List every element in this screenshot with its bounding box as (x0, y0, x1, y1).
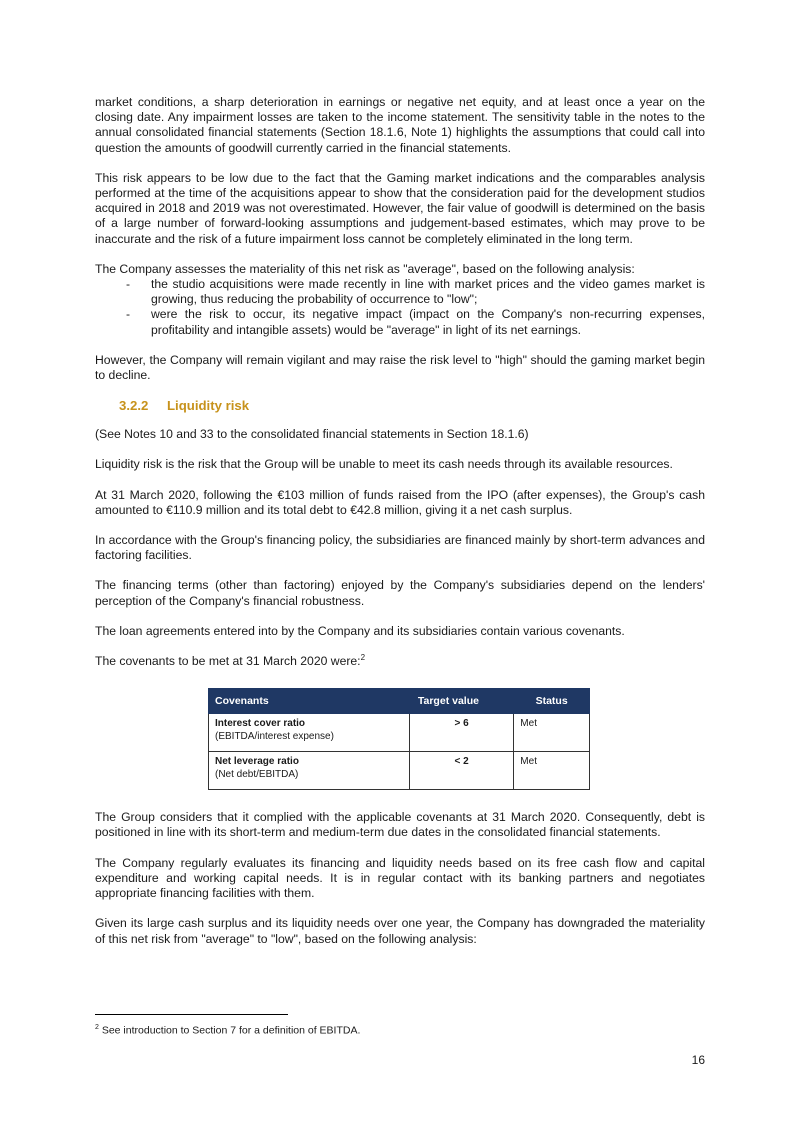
footnote-divider (95, 1014, 288, 1015)
covenant-name: Interest cover ratio (215, 718, 306, 730)
bullet-list (95, 277, 705, 338)
target-value-cell: < 2 (409, 752, 513, 790)
paragraph: Liquidity risk is the risk that the Group will be unable to meet its cash needs through its available resources. (95, 457, 673, 472)
covenants-table (208, 688, 590, 790)
column-header-status: Status (514, 689, 590, 714)
covenant-detail: (Net debt/EBITDA) (215, 769, 299, 781)
list-item-text: were the risk to occur, its negative impact (impact on the Company's non-recurring expenses, profitability and intangible assets) would be "average" in light of its net earnings. (151, 307, 705, 337)
paragraph: The financing terms (other than factoring) enjoyed by the Company's subsidiaries depend on the lenders' perception of the Company's financial robustness. (95, 578, 705, 608)
footnote-reference: 2 (360, 653, 366, 663)
column-header-covenants: Covenants (209, 689, 410, 714)
footnote (95, 1021, 360, 1038)
list-item (95, 307, 705, 337)
covenant-name: Net leverage ratio (215, 756, 299, 768)
paragraph: The Group considers that it complied with the applicable covenants at 31 March 2020. Consequently, debt is positioned in line with its short-term and medium-term due dates in the consolidated financial statements. (95, 810, 705, 840)
paragraph: The Company assesses the materiality of this net risk as "average", based on the following analysis: (95, 261, 635, 276)
footnote-mark: 2 (95, 1024, 99, 1031)
section-number: 3.2.2 (119, 398, 149, 414)
status-cell: Met (514, 752, 590, 790)
paragraph: The Company regularly evaluates its financing and liquidity needs based on its free cash flow and capital expenditure and working capital needs. It is in regular contact with its banking partners and negotiates appropriate financing facilities with them. (95, 855, 705, 901)
table-row (209, 752, 590, 790)
dash-mark: - (126, 277, 131, 292)
paragraph: (See Notes 10 and 33 to the consolidated financial statements in Section 18.1.6) (95, 427, 529, 442)
paragraph: However, the Company will remain vigilant and may raise the risk level to "high" should the gaming market begin to decline. (95, 352, 705, 383)
list-item (95, 277, 705, 307)
column-header-target-value: Target value (409, 689, 513, 714)
footnote-text: See introduction to Section 7 for a definition of EBITDA. (98, 1024, 361, 1037)
covenant-cell (209, 752, 410, 790)
paragraph-text: The covenants to be met at 31 March 2020 were: (95, 654, 361, 669)
paragraph: This risk appears to be low due to the fact that the Gaming market indications and the comparables analysis performed at the time of the acquisitions appear to show that the consideration paid for the development studios acquired in 2018 and 2019 was not overestimated. However, the fair value of goodwill is determined on the basis of a large number of forward-looking assumptions and judgement-based estimates, which may prove to be inaccurate and the risk of a future impairment loss cannot be completely eliminated in the long term. (95, 170, 705, 246)
list-item-text: the studio acquisitions were made recently in line with market prices and the video games market is growing, thus reducing the probability of occurrence to "low"; (151, 277, 705, 307)
table-header-row (209, 689, 590, 714)
paragraph (95, 654, 705, 669)
paragraph: Given its large cash surplus and its liquidity needs over one year, the Company has downgraded the materiality of this net risk from "average" to "low", based on the following analysis: (95, 916, 705, 946)
covenant-detail: (EBITDA/interest expense) (215, 731, 334, 743)
covenant-cell (209, 714, 410, 752)
paragraph: market conditions, a sharp deterioration in earnings or negative net equity, and at least once a year on the closing date. Any impairment losses are taken to the income statement. The sensitivity table in the notes to the annual consolidated financial statements (Section 18.1.6, Note 1) highlights the assumptions that could call into question the amounts of goodwill currently carried in the financial statements. (95, 95, 705, 155)
status-cell: Met (514, 714, 590, 752)
page-number: 16 (691, 1053, 705, 1067)
paragraph: The loan agreements entered into by the Company and its subsidiaries contain various covenants. (95, 623, 625, 638)
section-heading (95, 397, 705, 415)
dash-mark: - (126, 307, 131, 322)
paragraph: At 31 March 2020, following the €103 million of funds raised from the IPO (after expenses), the Group's cash amounted to €110.9 million and its total debt to €42.8 million, giving it a net cash surplus. (95, 487, 705, 517)
paragraph: In accordance with the Group's financing policy, the subsidiaries are financed mainly by short-term advances and factoring facilities. (95, 533, 705, 563)
section-title: Liquidity risk (167, 398, 250, 414)
table-row (209, 714, 590, 752)
page-body (95, 95, 705, 947)
target-value-cell: > 6 (409, 714, 513, 752)
